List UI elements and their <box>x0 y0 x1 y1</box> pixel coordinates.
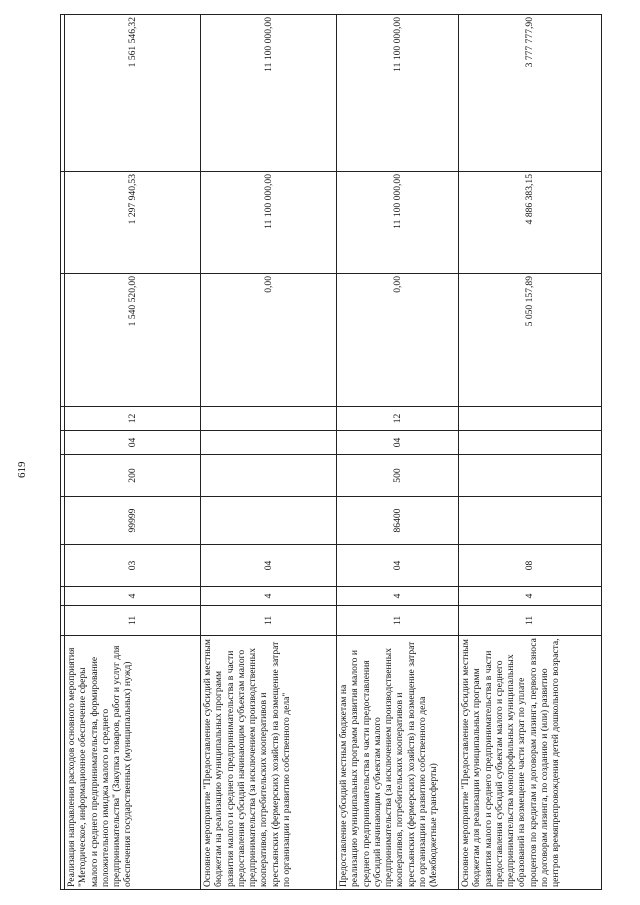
program-code: 11 <box>201 606 337 636</box>
amount-year-3: 11 100 000,00 <box>201 15 337 172</box>
budget-table <box>60 14 602 890</box>
section-code <box>201 431 337 455</box>
program-code: 11 <box>459 606 602 636</box>
amount-year-2: 11 100 000,00 <box>201 172 337 274</box>
section-code: 04 <box>337 431 459 455</box>
measure-code: 03 <box>65 545 201 587</box>
row-name: Предоставление субсидий местным бюджетам на реализацию муниципальных программ развития малого и среднего предпринимательства в части предоставления субсидий начинающим субъектам малого предпринимательства (за исключением производственных кооперативов, потребительских кооперативов и крестьянских (фермерских) хозяйств) на возмещение затрат по организации и развитию собственного дела (Межбюджетные трансферты) <box>337 636 459 890</box>
amount-year-3: 11 100 000,00 <box>337 15 459 172</box>
amount-year-3: 3 777 777,90 <box>459 15 602 172</box>
expense-type-code: 200 <box>65 455 201 497</box>
amount-year-2: 1 297 940,53 <box>65 172 201 274</box>
expense-type-code <box>459 455 602 497</box>
expense-type-code <box>201 455 337 497</box>
amount-year-1: 0,00 <box>201 274 337 407</box>
table-row <box>459 15 602 890</box>
subprogram-code: 4 <box>459 587 602 606</box>
subsection-code <box>201 407 337 431</box>
table-row <box>337 15 459 890</box>
measure-code: 04 <box>337 545 459 587</box>
subsection-code: 12 <box>65 407 201 431</box>
row-name: Реализация направления расходов основного мероприятия "Методическое, информационное обеспечение сферы малого и среднего предпринимательства, формирование положительного имиджа малого и среднего предпринимательства" (Закупка товаров, работ и услуг для обеспечения государственных (муниципальных) нужд) <box>65 636 201 890</box>
program-code: 11 <box>337 606 459 636</box>
subprogram-code: 4 <box>337 587 459 606</box>
subsection-code <box>459 407 602 431</box>
amount-year-3: 1 561 546,32 <box>65 15 201 172</box>
direction-code: 86400 <box>337 497 459 545</box>
subprogram-code: 4 <box>65 587 201 606</box>
subprogram-code: 4 <box>201 587 337 606</box>
measure-code: 04 <box>201 545 337 587</box>
table-row <box>65 15 201 890</box>
row-name: Основное мероприятие "Предоставление субсидии местным бюджетам для реализации муниципальных программ развития малого и среднего предпринимательства в части предоставления субсидий субъектам малого и среднего предпринимательства монопрофильных муниципальных образований на возмещение части затрат по уплате процентов по кредитам и договорам лизинга, первого взноса по договорам лизинга, по созданию и (или) развитию центров времяпрепровождения детей дошкольного возраста, <box>459 636 602 890</box>
page-number-text: 619 <box>16 461 28 478</box>
program-code: 11 <box>65 606 201 636</box>
direction-code <box>459 497 602 545</box>
amount-year-2: 4 886 383,15 <box>459 172 602 274</box>
table-row <box>201 15 337 890</box>
subsection-code: 12 <box>337 407 459 431</box>
section-code: 04 <box>65 431 201 455</box>
amount-year-1: 0,00 <box>337 274 459 407</box>
measure-code: 08 <box>459 545 602 587</box>
direction-code <box>201 497 337 545</box>
expense-type-code: 500 <box>337 455 459 497</box>
direction-code: 99999 <box>65 497 201 545</box>
amount-year-1: 5 050 157,89 <box>459 274 602 407</box>
amount-year-2: 11 100 000,00 <box>337 172 459 274</box>
row-name: Основное мероприятие "Предоставление субсидий местным бюджетам на реализацию муниципальных программ развития малого и среднего предпринимательства в части предоставления субсидий начинающим субъектам малого предпринимательства (за исключением производственных кооперативов, потребительских кооперативов и крестьянских (фермерских) хозяйств) на возмещение затрат по организации и развитию собственного дела" <box>201 636 337 890</box>
section-code <box>459 431 602 455</box>
budget-table-sheet <box>60 15 600 890</box>
amount-year-1: 1 540 520,00 <box>65 274 201 407</box>
